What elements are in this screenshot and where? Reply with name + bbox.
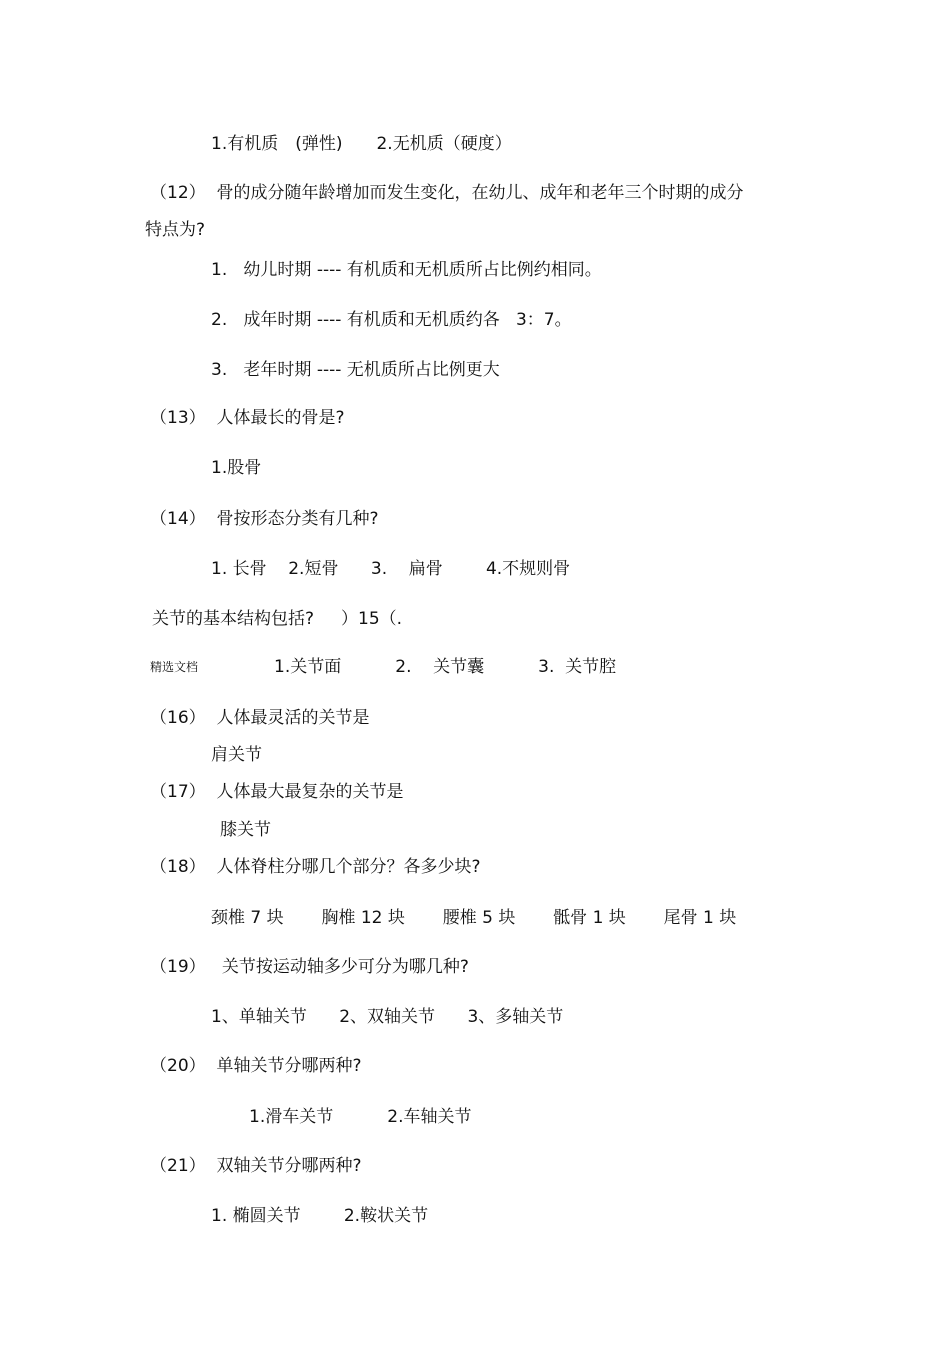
question-12-continued: 特点为? xyxy=(145,220,206,240)
question-21: （21） 双轴关节分哪两种? xyxy=(150,1156,362,1176)
answer-16: 肩关节 xyxy=(211,745,262,765)
answer-21: 1. 椭圆关节 2.鞍状关节 xyxy=(211,1206,429,1226)
answer-17: 膝关节 xyxy=(220,820,271,840)
answer-12-1: 1. 幼儿时期 ---- 有机质和无机质所占比例约相同。 xyxy=(211,260,602,280)
answer-18: 颈椎 7 块 胸椎 12 块 腰椎 5 块 骶骨 1 块 尾骨 1 块 xyxy=(211,908,737,928)
question-20: （20） 单轴关节分哪两种? xyxy=(150,1056,362,1076)
question-12: （12） 骨的成分随年龄增加而发生变化，在幼儿、成年和老年三个时期的成分 xyxy=(150,183,744,203)
question-13: （13） 人体最长的骨是? xyxy=(150,408,345,428)
answer-12-3: 3. 老年时期 ---- 无机质所占比例更大 xyxy=(211,360,500,380)
answer-12-2: 2. 成年时期 ---- 有机质和无机质约各 3：7。 xyxy=(211,310,572,330)
answer-20: 1.滑车关节 2.车轴关节 xyxy=(249,1107,472,1127)
answer-19: 1、单轴关节 2、双轴关节 3、多轴关节 xyxy=(211,1007,564,1027)
question-18: （18） 人体脊柱分哪几个部分？各多少块? xyxy=(150,857,481,877)
question-17: （17） 人体最大最复杂的关节是 xyxy=(150,782,404,802)
question-15: 关节的基本结构包括? ）15（. xyxy=(152,609,403,629)
answer-13: 1.股骨 xyxy=(211,458,262,478)
answer-14: 1. 长骨 2.短骨 3. 扁骨 4.不规则骨 xyxy=(211,559,571,579)
question-19: （19） 关节按运动轴多少可分为哪几种? xyxy=(150,957,469,977)
answer-15: 1.关节面 2. 关节囊 3. 关节腔 xyxy=(274,657,617,677)
answer-line: 1.有机质 (弹性) 2.无机质（硬度） xyxy=(211,134,512,154)
question-16: （16） 人体最灵活的关节是 xyxy=(150,708,370,728)
page-footer: 精选文档 xyxy=(150,660,199,674)
question-14: （14） 骨按形态分类有几种? xyxy=(150,509,379,529)
